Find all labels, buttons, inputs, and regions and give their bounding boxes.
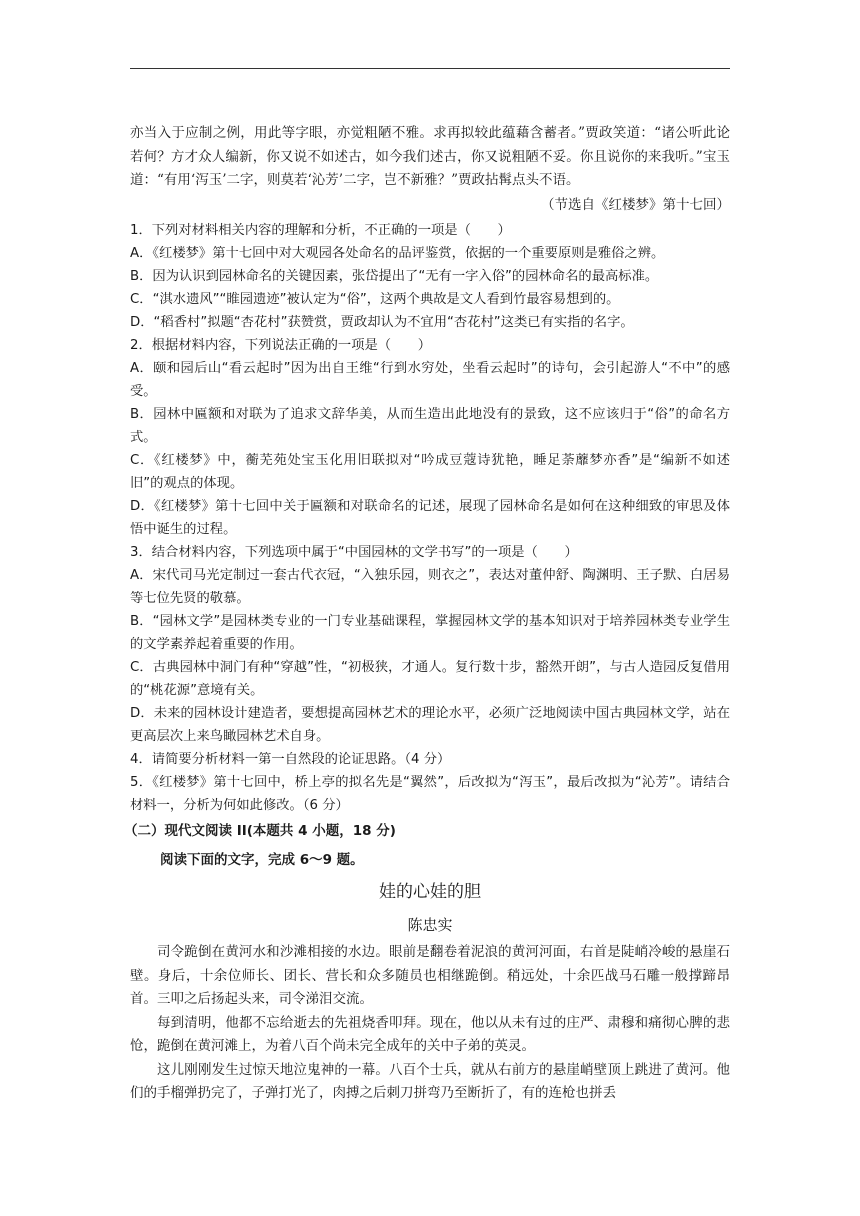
story-title: 娃的心娃的胆: [379, 882, 481, 902]
story-paragraph: 这儿刚刚发生过惊天地泣鬼神的一幕。八百个士兵，就从右前方的悬崖峭壁顶上跳进了黄河。他们的手榴弹扔完了，子弹打光了，肉搏之后刺刀拼弯乃至断折了，有的连枪也拼丢: [130, 1061, 730, 1101]
story-paragraph: 司令跪倒在黄河水和沙滩相接的水边。眼前是翻卷着泥浪的黄河河面，右首是陡峭冷峻的悬崖石壁。身后，十余位师长、团长、营长和众多随员也相继跪倒。稍远处，十余匹战马石雕一般撑蹄昂首。三叩之后扬起头来，司令涕泪交流。: [130, 944, 730, 1007]
question-line: B．因为认识到园林命名的关键因素，张岱提出了“无有一字入俗”的园林命名的最高标准。: [130, 269, 659, 284]
question-line: B．“园林文学”是园林类专业的一门专业基础课程，掌握园林文学的基本知识对于培养园林类专业学生的文学素养起着重要的作用。: [130, 614, 730, 652]
question-line: B．园林中匾额和对联为了追求文辞华美，从而生造出此地没有的景致，这不应该归于“俗”的命名方式。: [130, 407, 730, 445]
question-line: 4．请简要分析材料一第一自然段的论证思路。（4 分）: [130, 752, 451, 767]
question-line: 2．根据材料内容，下列说法正确的一项是（ ）: [130, 338, 431, 353]
question-line: 1．下列对材料相关内容的理解和分析，不正确的一项是（ ）: [130, 223, 511, 238]
section-heading: （二）现代文阅读 II(本题共 4 小题，18 分): [124, 823, 396, 839]
question-line: 3．结合材料内容，下列选项中属于“中国园林的文学书写”的一项是（ ）: [130, 545, 578, 560]
story-body: [130, 941, 730, 1106]
question-line: D．“稻香村”拟题“杏花村”获赞赏，贾政却认为不宜用“杏花村”这类已有实指的名字。: [130, 315, 634, 330]
source-note: （节选自《红楼梦》第十七回）: [541, 196, 730, 213]
instruction-text: 阅读下面的文字，完成 6～9 题。: [160, 852, 364, 868]
question-line: C．古典园林中洞门有种“穿越”性，“初极狭，才通人。复行数十步，豁然开朗”，与古人造园反复借用的“桃花源”意境有关。: [130, 660, 730, 698]
question-line: C．“淇水遗风”“睢园遗迹”被认定为“俗”，这两个典故是文人看到竹最容易想到的。: [130, 292, 620, 307]
story-author: 陈忠实: [407, 916, 453, 934]
intro-excerpt: [130, 122, 730, 193]
question-line: A．《红楼梦》第十七回中对大观园各处命名的品评鉴赏，依据的一个重要原则是雅俗之辨。: [130, 246, 665, 261]
question-line: A．宋代司马光定制过一套古代衣冠，“入独乐园，则衣之”，表达对董仲舒、陶渊明、王子默、白居易等七位先贤的敬慕。: [130, 568, 730, 606]
story-paragraph: 每到清明，他都不忘给逝去的先祖烧香叩拜。现在，他以从未有过的庄严、肃穆和痛彻心脾的悲怆，跪倒在黄河滩上，为着八百个尚未完全成年的关中子弟的英灵。: [130, 1014, 730, 1054]
document-page: [124, 122, 730, 1106]
intro-paragraph: 亦当入于应制之例，用此等字眼，亦觉粗陋不雅。求再拟较此蕴藉含蓄者。”贾政笑道：“诸公听此论若何？方才众人编新，你又说不如述古，如今我们述古，你又说粗陋不妥。你且说你的来我听。”宝玉道：“有用‘泻玉’二字，则莫若‘沁芳’二字，岂不新雅？”贾政拈髯点头不语。: [130, 125, 730, 188]
question-line: 5．《红楼梦》第十七回中，桥上亭的拟名先是“翼然”，后改拟为“泻玉”，最后改拟为“沁芳”。请结合材料一，分析为何如此修改。（6 分）: [130, 775, 730, 813]
question-line: D．《红楼梦》第十七回中关于匾额和对联命名的记述，展现了园林命名是如何在这种细致的审思及体悟中诞生的过程。: [130, 499, 730, 537]
question-line: C．《红楼梦》中，蘅芜苑处宝玉化用旧联拟对“吟成豆蔻诗犹艳，睡足荼蘼梦亦香”是“编新不如述旧”的观点的体现。: [130, 453, 730, 491]
question-line: D．未来的园林设计建造者，要想提高园林艺术的理论水平，必须广泛地阅读中国古典园林文学，站在更高层次上来鸟瞰园林艺术自身。: [130, 706, 730, 744]
question-line: A．颐和园后山“看云起时”因为出自王维“行到水穷处，坐看云起时”的诗句，会引起游人“不中”的感受。: [130, 361, 730, 399]
top-rule: [130, 68, 730, 69]
question-list: [130, 219, 730, 817]
